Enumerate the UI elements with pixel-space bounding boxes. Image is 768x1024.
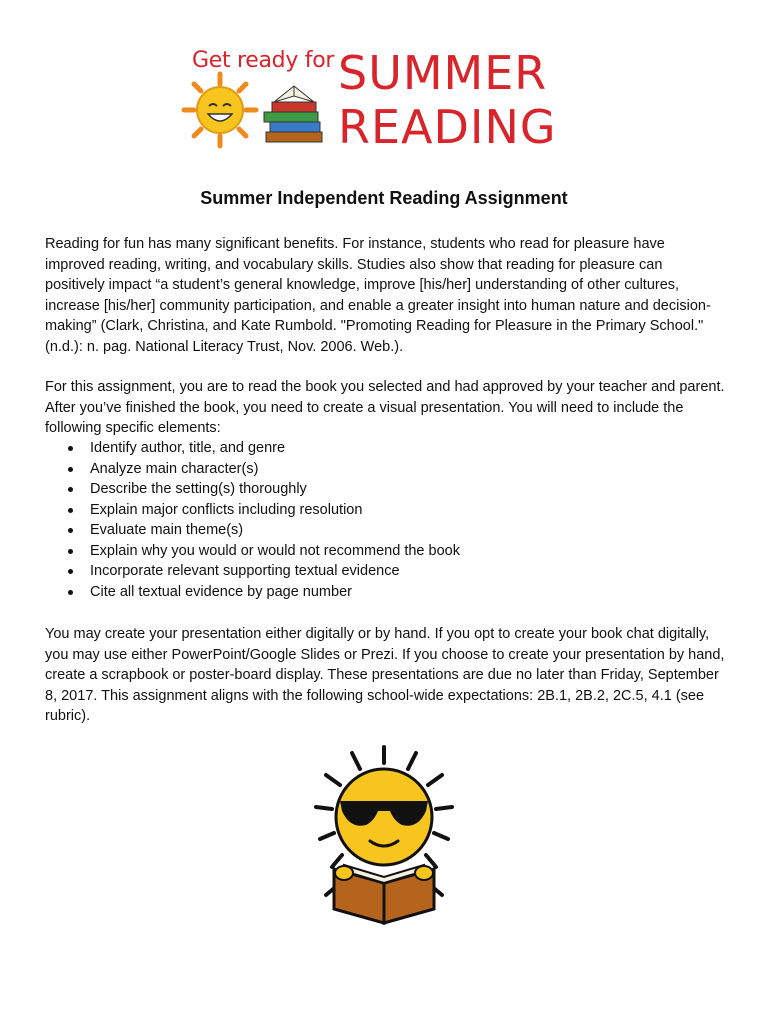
sun-with-sunglasses-reading-icon [314, 745, 454, 925]
bullet-icon [68, 467, 73, 472]
presentation-details-paragraph: You may create your presentation either digitally or by hand. If you opt to create your book chat digitally, you may use either PowerPoint/Google Slides or Prezi. If you choose to create your presentation by hand, create a scrapbook or poster-board display. These presentations are due no later than Friday, September 8, 2017. This assignment aligns with the following school-wide expectations: 2B.1, 2B.2, 2C.5, 4.1 (see rubric). [45, 626, 725, 724]
list-item-text: Describe the setting(s) thoroughly [90, 481, 307, 497]
list-item-text: Explain why you would or would not recommend the book [90, 542, 460, 559]
list-item-text: Evaluate main theme(s) [90, 522, 244, 538]
list-item [66, 520, 460, 541]
banner-tagline: Get ready for [192, 48, 335, 73]
book-stack-icon [260, 80, 330, 150]
bullet-icon [68, 446, 73, 451]
list-item [66, 438, 460, 459]
list-item-text: Cite all textual evidence by page number [90, 583, 352, 600]
bullet-icon [68, 487, 73, 492]
bullet-icon [68, 508, 73, 513]
banner-title-summer: SUMMER [338, 46, 548, 100]
bullet-icon [68, 590, 73, 595]
list-item [66, 479, 460, 500]
list-item [66, 541, 460, 562]
assignment-title: Summer Independent Reading Assignment [200, 188, 568, 208]
list-item-text: Explain major conflicts including resolution [90, 501, 363, 518]
list-item-text: Analyze main character(s) [90, 460, 259, 477]
bullet-icon [68, 528, 73, 533]
list-item [66, 459, 460, 480]
list-item-text: Identify author, title, and genre [90, 440, 286, 456]
benefits-paragraph: Reading for fun has many significant benefits. For instance, students who read for pleasure have improved reading, writing, and vocabulary skills. Studies also show that reading for pleasure can positively impact “a student’s general knowledge, improve [his/her] understanding of other cultures, increase [his/her] community participation, and enable a greater insight into human nature and decision-making” (Clark, Christina, and Kate Rumbold. "Promoting Reading for Pleasure in the Primary School." (n.d.): n. pag. National Literacy Trust, Nov. 2006. Web.). [45, 236, 711, 355]
smiling-sun-icon [180, 70, 260, 150]
banner-title-reading: READING [338, 100, 557, 154]
assignment-instructions-paragraph: For this assignment, you are to read the book you selected and had approved by your teacher and parent. After you’ve finished the book, you need to create a visual presentation. You will need to include the following specific elements: [45, 379, 725, 436]
bullet-icon [68, 549, 73, 554]
list-item [66, 500, 460, 521]
summer-reading-banner [180, 40, 590, 165]
required-elements-list [66, 438, 460, 602]
list-item [66, 561, 460, 582]
list-item [66, 582, 460, 603]
bullet-icon [68, 569, 73, 574]
list-item-text: Incorporate relevant supporting textual evidence [90, 563, 400, 579]
